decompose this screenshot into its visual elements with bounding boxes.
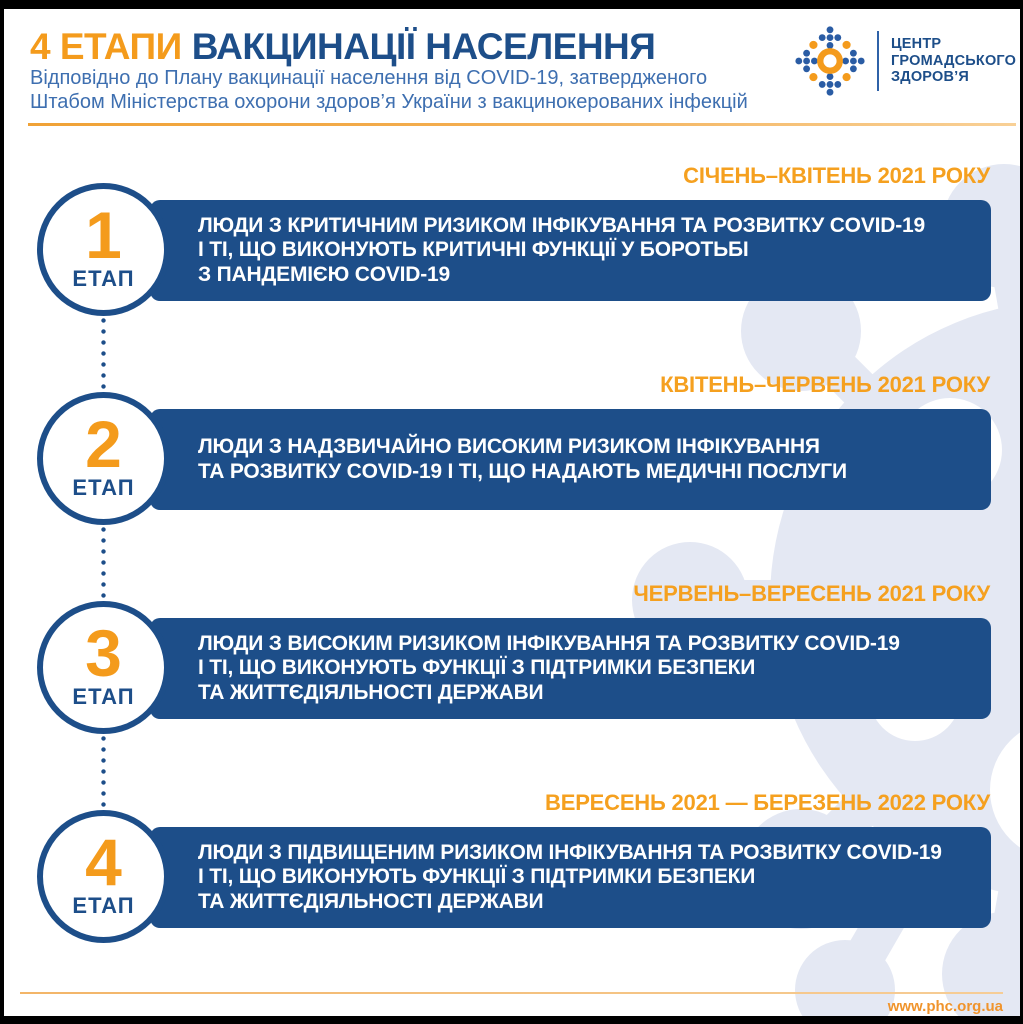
logo-text-line-2: ГРОМАДСЬКОГО [891, 52, 1017, 69]
stage-4-label: ЕТАП [72, 893, 135, 918]
stage-3-circle [37, 601, 170, 734]
footer-divider [20, 992, 1003, 994]
connector-dots-3 [101, 736, 106, 808]
stage-4-circle [37, 810, 170, 943]
title-rest: ВАКЦИНАЦІЇ НАСЕЛЕННЯ [191, 26, 656, 67]
logo-text [891, 36, 1016, 86]
phc-logo [791, 22, 1016, 100]
stage-4-number: 4 [85, 825, 122, 899]
stage-4-bar [150, 827, 991, 928]
stage-3-text-line: ТА ЖИТТЄДІЯЛЬНОСТІ ДЕРЖАВИ [198, 680, 544, 704]
stage-4-text-line: ТА ЖИТТЄДІЯЛЬНОСТІ ДЕРЖАВИ [198, 889, 544, 913]
stage-1-label: ЕТАП [72, 266, 135, 291]
logo-text-line-1: ЦЕНТР [891, 36, 942, 53]
stage-1-bar [150, 200, 991, 301]
stage-1-circle [37, 183, 170, 316]
stage-2-text-line: ТА РОЗВИТКУ COVID-19 І ТІ, ЩО НАДАЮТЬ МЕДИЧНІ ПОСЛУГИ [198, 459, 847, 483]
page-subtitle [30, 66, 748, 114]
page-title [30, 26, 655, 68]
stage-3-label: ЕТАП [72, 684, 135, 709]
phc-dots-logo-icon [791, 22, 869, 100]
stage-2-bar [150, 409, 991, 510]
frame-edge-left [0, 0, 4, 1024]
subtitle-line-2: Штабом Міністерства охорони здоров’я України з вакцинокерованих інфекцій [30, 91, 748, 113]
stage-1-text-line: ЛЮДИ З КРИТИЧНИМ РИЗИКОМ ІНФІКУВАННЯ ТА РОЗВИТКУ COVID-19 [198, 213, 925, 237]
title-highlight: 4 ЕТАПИ [30, 26, 182, 67]
stage-2-text-line: ЛЮДИ З НАДЗВИЧАЙНО ВИСОКИМ РИЗИКОМ ІНФІКУВАННЯ [198, 435, 820, 458]
stage-4-period: ВЕРЕСЕНЬ 2021 — БЕРЕЗЕНЬ 2022 РОКУ [545, 790, 990, 815]
stage-2-circle [37, 392, 170, 525]
stage-2-period: КВІТЕНЬ–ЧЕРВЕНЬ 2021 РОКУ [660, 372, 990, 397]
header-divider [28, 123, 1016, 126]
stage-1-text-line: З ПАНДЕМІЄЮ COVID-19 [198, 262, 450, 286]
stage-1-period: СІЧЕНЬ–КВІТЕНЬ 2021 РОКУ [683, 163, 990, 188]
stage-2-number: 2 [85, 407, 122, 481]
stage-1-text-line: І ТІ, ЩО ВИКОНУЮТЬ КРИТИЧНІ ФУНКЦІЇ У БОРОТЬБІ [198, 238, 749, 262]
stage-3-number: 3 [85, 616, 122, 690]
stage-2-label: ЕТАП [72, 475, 135, 500]
connector-dots-2 [101, 527, 106, 599]
connector-dots-1 [101, 318, 106, 390]
frame-edge-bottom [0, 1016, 1023, 1024]
stage-3-bar [150, 618, 991, 719]
stage-4-text-line: ЛЮДИ З ПІДВИЩЕНИМ РИЗИКОМ ІНФІКУВАННЯ ТА РОЗВИТКУ COVID-19 [198, 840, 942, 864]
logo-text-line-3: ЗДОРОВ’Я [891, 69, 969, 86]
stage-3-text-line: ЛЮДИ З ВИСОКИМ РИЗИКОМ ІНФІКУВАННЯ ТА РОЗВИТКУ COVID-19 [198, 631, 900, 655]
stage-3-text-line: І ТІ, ЩО ВИКОНУЮТЬ ФУНКЦІЇ З ПІДТРИМКИ БЕЗПЕКИ [198, 656, 756, 680]
subtitle-line-1: Відповідно до Плану вакцинації населення від COVID-19, затвердженого [30, 67, 708, 89]
stage-4-text-line: І ТІ, ЩО ВИКОНУЮТЬ ФУНКЦІЇ З ПІДТРИМКИ БЕЗПЕКИ [198, 865, 756, 889]
logo-separator [877, 31, 879, 91]
stage-1-number: 1 [85, 198, 122, 272]
footer-url: www.phc.org.ua [887, 998, 1003, 1015]
frame-edge-top [0, 0, 1023, 9]
stage-3-period: ЧЕРВЕНЬ–ВЕРЕСЕНЬ 2021 РОКУ [633, 581, 990, 606]
